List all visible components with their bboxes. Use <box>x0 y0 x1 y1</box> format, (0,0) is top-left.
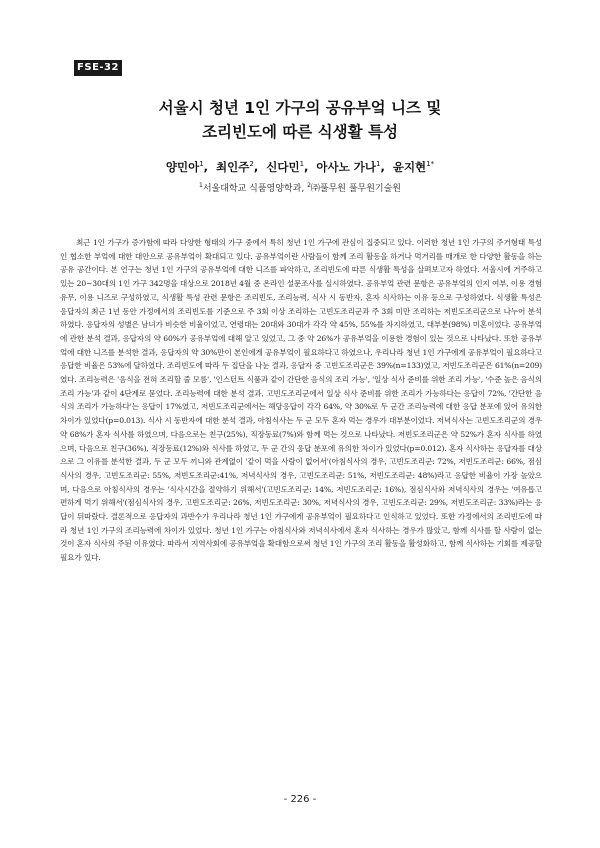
affiliations: $^1$서울대학교 식품영양학과, $^2$㈜풀무원 풀무원기술원 <box>199 182 401 194</box>
abstract-body: 최근 1인 가구가 증가함에 따라 다양한 형태의 가구 중에서 특히 청년 1인 가구에 관심이 집중되고 있다. 이러한 청년 1인 가구의 주거형태 특성인 협소한 부엌에 대한 대안으로 공유부엌이 확대되고 있다. 공유부엌이란 사람들이 함께 조리 활동을 하거나 먹거리를 매개로 한 다양한 활동을 하는 공유 공간이다. 본 연구는 청년 1인 가구의 공유부엌에 대한 니즈를 파악하고, 조리빈도에 따른 식생활 특성을 살펴보고자 하였다. 서울시에 거주하고 있는 20~30대의 1인 가구 342명을 대상으로 2018년 4월 중 온라인 설문조사를 실시하였다. 공유부엌 관련 문항은 공유부엌의 인지 여부, 이용 경험 유무, 이용 니즈로 구성하였고, 식생활 특성 관련 문항은 조리빈도, 조리능력, 식사 시 동반자, 혼자 식사하는 이유 등으로 구성하였다. 식생활 특성은 응답자의 최근 1년 동안 가정에서의 조리빈도를 기준으로 주 3회 이상 조리하는 고빈도조리군과 주 3회 미만 조리하는 저빈도조리군으로 나누어 분석하였다. 응답자의 성별은 남녀가 비슷한 비율이었고, 연령대는 20대와 30대가 각각 약 45%, 55%를 차지하였고, 대부분(98%) 미혼이었다. 공유부엌에 관한 분석 결과, 응답자의 약 60%가 공유부엌에 대해 알고 있었고, 그 중 약 26%가 공유부엌을 이용한 경험이 있는 것으로 나타났다. 또한 공유부엌에 대한 니즈를 분석한 결과, 응답자의 약 30%만이 본인에게 공유부엌이 필요하다고 하였으나, 우리나라 청년 1인 가구에게 공유부엌이 필요하다고 응답한 비율은 53%에 달하였다. 조리빈도에 따라 두 집단을 나눈 결과, 응답자 중 고빈도조리군은 39%(n=133)였고, 저빈도조리군은 61%(n=209)였다. 조리능력은 '음식을 전혀 조리할 줄 모름', '인스턴트 식품과 같이 간단한 음식의 조리 가능', '일상 식사 준비를 위한 조리 가능', '수준 높은 음식의 조리 가능'과 같이 4단계로 묻었다. 조리능력에 대한 분석 결과, 고빈도조리군에서 일상 식사 준비를 위한 조리가 가능하다는 응답이 72%, '간단한 음식의 조리가 가능하다'는 응답이 17%였고, 저빈도조리군에서는 해당응답이 각각 64%, 약 30%로 두 군간 조리능력에 대한 응답 분포에 있어 유의한 차이가 있었다(p=0.013). 식사 시 동반자에 대한 분석 결과, 아침식사는 두 군 모두 혼자 먹는 경우가 대부분이었다. 저녁식사는 고빈도조리군의 경우 약 68%가 혼자 식사를 하였으며, 다음으로는 친구(25%), 직장동료(7%)와 함께 먹는 것으로 나타났다. 저빈도조리군은 약 52%가 혼자 식사를 하였으며, 다음으로 친구(36%), 직장동료(12%)와 식사를 하였고, 두 군 간의 응답 분포에 유의한 차이가 있었다(p=0.012). 혼자 식사하는 응답자를 대상으로 그 이유를 분석한 결과, 두 군 모두 끼니와 관계없이 '같이 먹을 사람이 없어서'(아침식사의 경우, 고빈도조리군: 72%, 저빈도조리군: 66%, 점심식사의 경우, 고빈도조리군: 55%, 저빈도조리군:41%, 저녁식사의 경우, 고빈도조리군: 51%, 저빈도조리군: 48%)라고 응답한 비율이 가장 높았으며, 다음으로 아침식사의 경우는 '식사시간을 절약하기 위해서'(고빈도조리군: 14%, 저빈도조리군: 16%), 점심식사와 저녁식사의 경우는 '여유롭고 편하게 먹기 위해서'(점심식사의 경우, 고빈도조리군: 26%, 저빈도조리군: 30%, 저녁식사의 경우, 고빈도조리군: 29%, 저빈도조리군: 33%)라는 응답이 뒤따랐다. 결론적으로 응답자의 과반수가 우리나라 청년 1인 가구에게 공유부엌이 필요하다고 인식하고 있었다. 또한 가정에서의 조리빈도에 따라 청년 1인 가구의 조리능력에 차이가 있었다. 청년 1인 가구는 아침식사와 저녁식사에서 혼자 식사하는 경우가 많았고, 함께 식사를 할 사람이 없는 것이 혼자 식사의 주된 이유였다. 따라서 지역사회에 공유부엌을 확대함으로써 청년 1인 가구의 조리 활동을 활성화하고, 함께 식사하는 기회를 제공할 필요가 있다. <box>60 238 542 563</box>
affiliation-2: ㈜풀무원 풀무원기술원 <box>310 184 401 194</box>
author: 양민아$^1$ <box>165 160 204 174</box>
title-line-1: 서울시 청년 1인 가구의 공유부엌 니즈 및 <box>158 99 442 117</box>
session-tag: FSE-32 <box>74 60 122 76</box>
title-line-2: 조리빈도에 따른 식생활 특성 <box>202 123 398 141</box>
author: 아사노 가나$^1$ <box>316 160 381 174</box>
author: 신다민$^1$ <box>266 160 305 174</box>
author: 최인주$^2$ <box>216 160 254 174</box>
page-number: - 226 - <box>283 794 317 805</box>
paper-title <box>0 96 600 144</box>
author: 윤지현$^{1*}$ <box>392 160 435 174</box>
author-list: 양민아$^1$, 최인주$^2$, 신다민$^1$, 아사노 가나$^1$, 윤지현$^{1*}$ <box>165 160 435 174</box>
affiliation-1: 서울대학교 식품영양학과, <box>202 184 305 194</box>
